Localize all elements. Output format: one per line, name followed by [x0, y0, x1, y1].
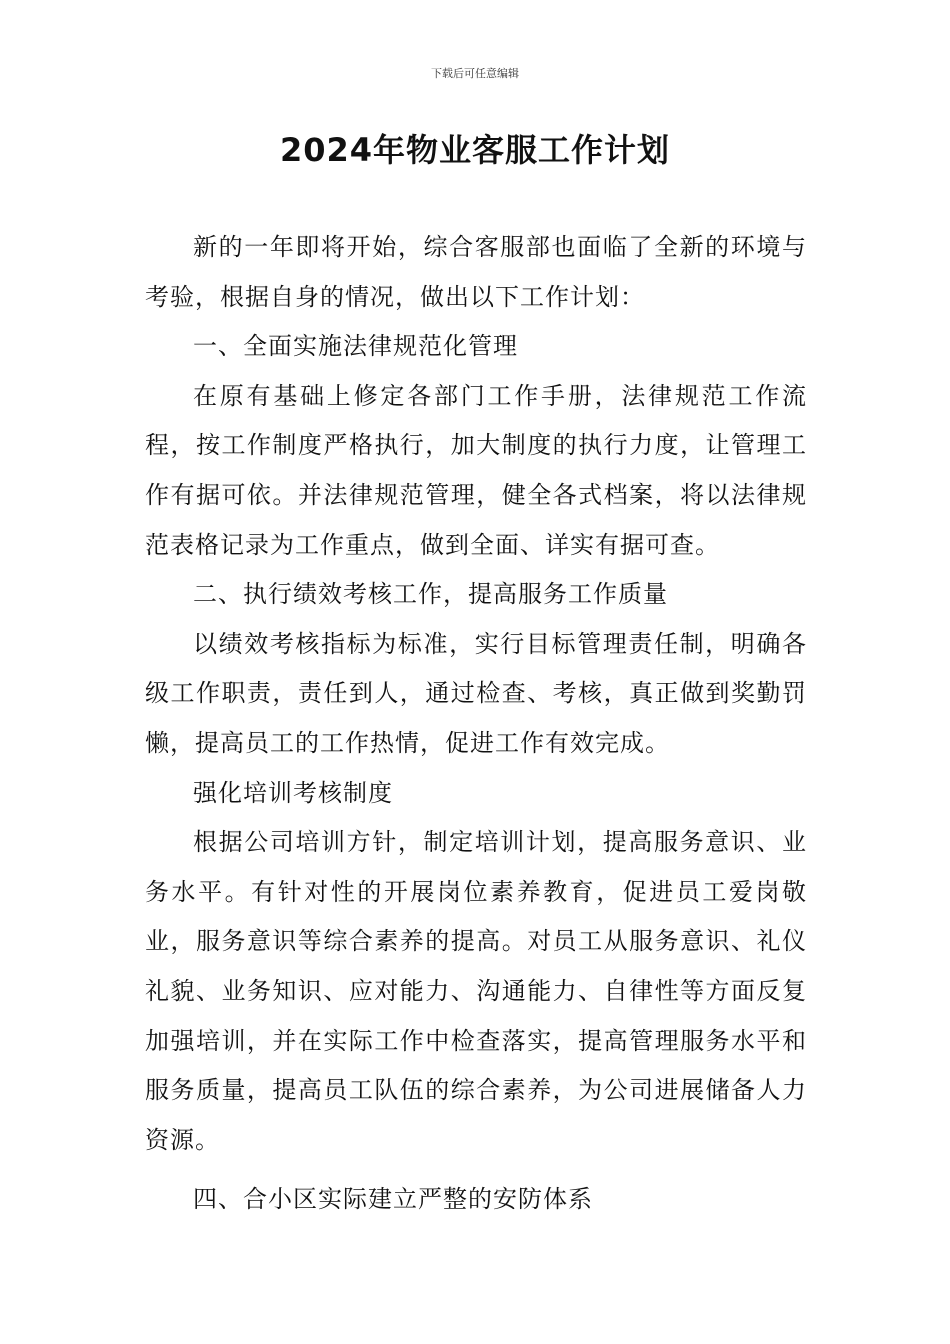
section-heading-3: 强化培训考核制度: [193, 778, 393, 807]
section-heading-2: 二、执行绩效考核工作，提高服务工作质量: [193, 580, 668, 609]
section-paragraph-1: 在原有基础上修定各部门工作手册，法律规范工作流程，按工作制度严格执行，加大制度的执行力度，让管理工作有据可依。并法律规范管理，健全各式档案，将以法律规范表格记录为工作重点，做到全面、详实有据可查。: [145, 381, 807, 559]
section-paragraph-2: 以绩效考核指标为标准，实行目标管理责任制，明确各级工作职责，责任到人，通过检查、考核，真正做到奖勤罚懒，提高员工的工作热情，促进工作有效完成。: [145, 629, 807, 757]
header-note: 下载后可任意编辑: [431, 67, 519, 80]
section-heading-4: 四、合小区实际建立严整的安防体系: [193, 1185, 593, 1214]
section-paragraph-3: 根据公司培训方针，制定培训计划，提高服务意识、业务水平。有针对性的开展岗位素养教育，促进员工爱岗敬业，服务意识等综合素养的提高。对员工从服务意识、礼仪礼貌、业务知识、应对能力、沟通能力、自律性等方面反复加强培训，并在实际工作中检查落实，提高管理服务水平和服务质量，提高员工队伍的综合素养，为公司进展储备人力资源。: [145, 828, 807, 1154]
section-heading-1: 一、全面实施法律规范化管理: [193, 332, 518, 361]
document-title: 2024年物业客服工作计划: [279, 131, 671, 169]
document-body: [145, 223, 807, 1225]
intro-paragraph: 新的一年即将开始，综合客服部也面临了全新的环境与考验，根据自身的情况，做出以下工作计划：: [145, 233, 807, 311]
